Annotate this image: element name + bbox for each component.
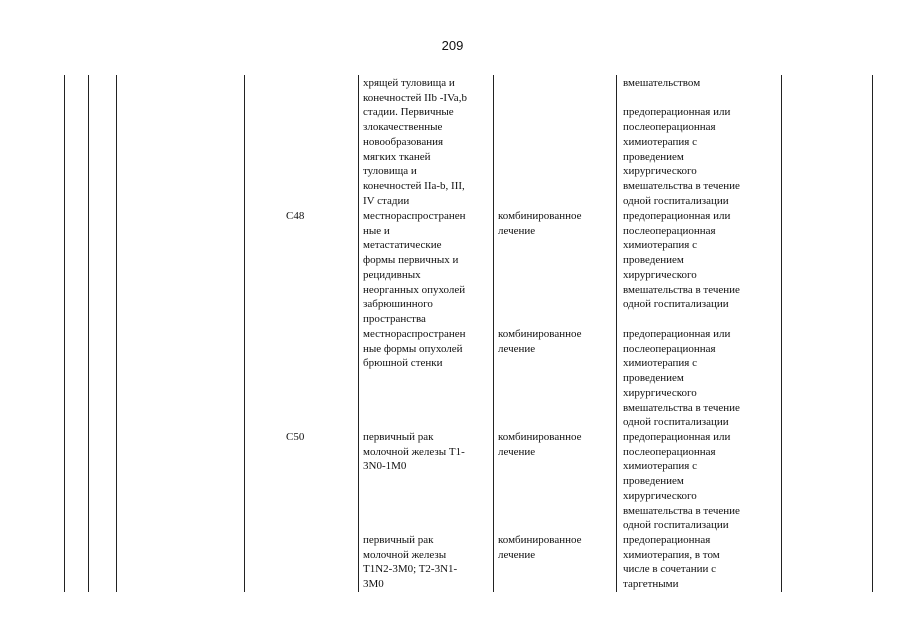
table-column-border	[872, 75, 873, 592]
table-cell-method-description: предоперационная или послеоперационная химиотерапия с проведением хирургического вмешательства в течение одной госпитализации	[623, 210, 740, 311]
page-number: 209	[441, 38, 464, 53]
table-cell-code: C48	[286, 210, 305, 222]
table-cell-diagnosis: местнораспространен ные формы опухолей брюшной стенки	[363, 328, 466, 370]
table-cell-diagnosis: первичный рак молочной железы T1- 3N0-1M0	[363, 431, 465, 473]
table-column-border	[244, 75, 245, 592]
table-column-border	[358, 75, 359, 592]
table-cell-code: C50	[286, 431, 305, 443]
table-cell-diagnosis: первичный рак молочной железы T1N2-3M0; T2-3N1- 3M0	[363, 534, 458, 591]
table-cell-method-type: комбинированное лечение	[498, 534, 582, 561]
table-column-border	[116, 75, 117, 592]
table-cell-diagnosis: хрящей туловища и конечностей IIb -IVa,b стадии. Первичные злокачественные новообразования мягких тканей туловища и конечностей IIa-b, III, IV стадии	[363, 77, 467, 207]
table-cell-method-description: предоперационная химиотерапия, в том числе в сочетании с таргетными	[623, 534, 720, 591]
table-column-border	[493, 75, 494, 592]
table-cell-method-type: комбинированное лечение	[498, 210, 582, 237]
table-cell-method-type: комбинированное лечение	[498, 328, 582, 355]
table-column-border	[64, 75, 65, 592]
table-cell-method-description: вмешательством предоперационная или послеоперационная химиотерапия с проведением хирургического вмешательства в течение одной госпитализации	[623, 77, 740, 207]
table-cell-method-description: предоперационная или послеоперационная химиотерапия с проведением хирургического вмешательства в течение одной госпитализации	[623, 431, 740, 532]
table-cell-method-type: комбинированное лечение	[498, 431, 582, 458]
table-column-border	[616, 75, 617, 592]
table-cell-method-description: предоперационная или послеоперационная химиотерапия с проведением хирургического вмешательства в течение одной госпитализации	[623, 328, 740, 429]
table-column-border	[88, 75, 89, 592]
table-cell-diagnosis: местнораспространен ные и метастатические формы первичных и рецидивных неорганных опухолей забрюшинного пространства	[363, 210, 466, 325]
